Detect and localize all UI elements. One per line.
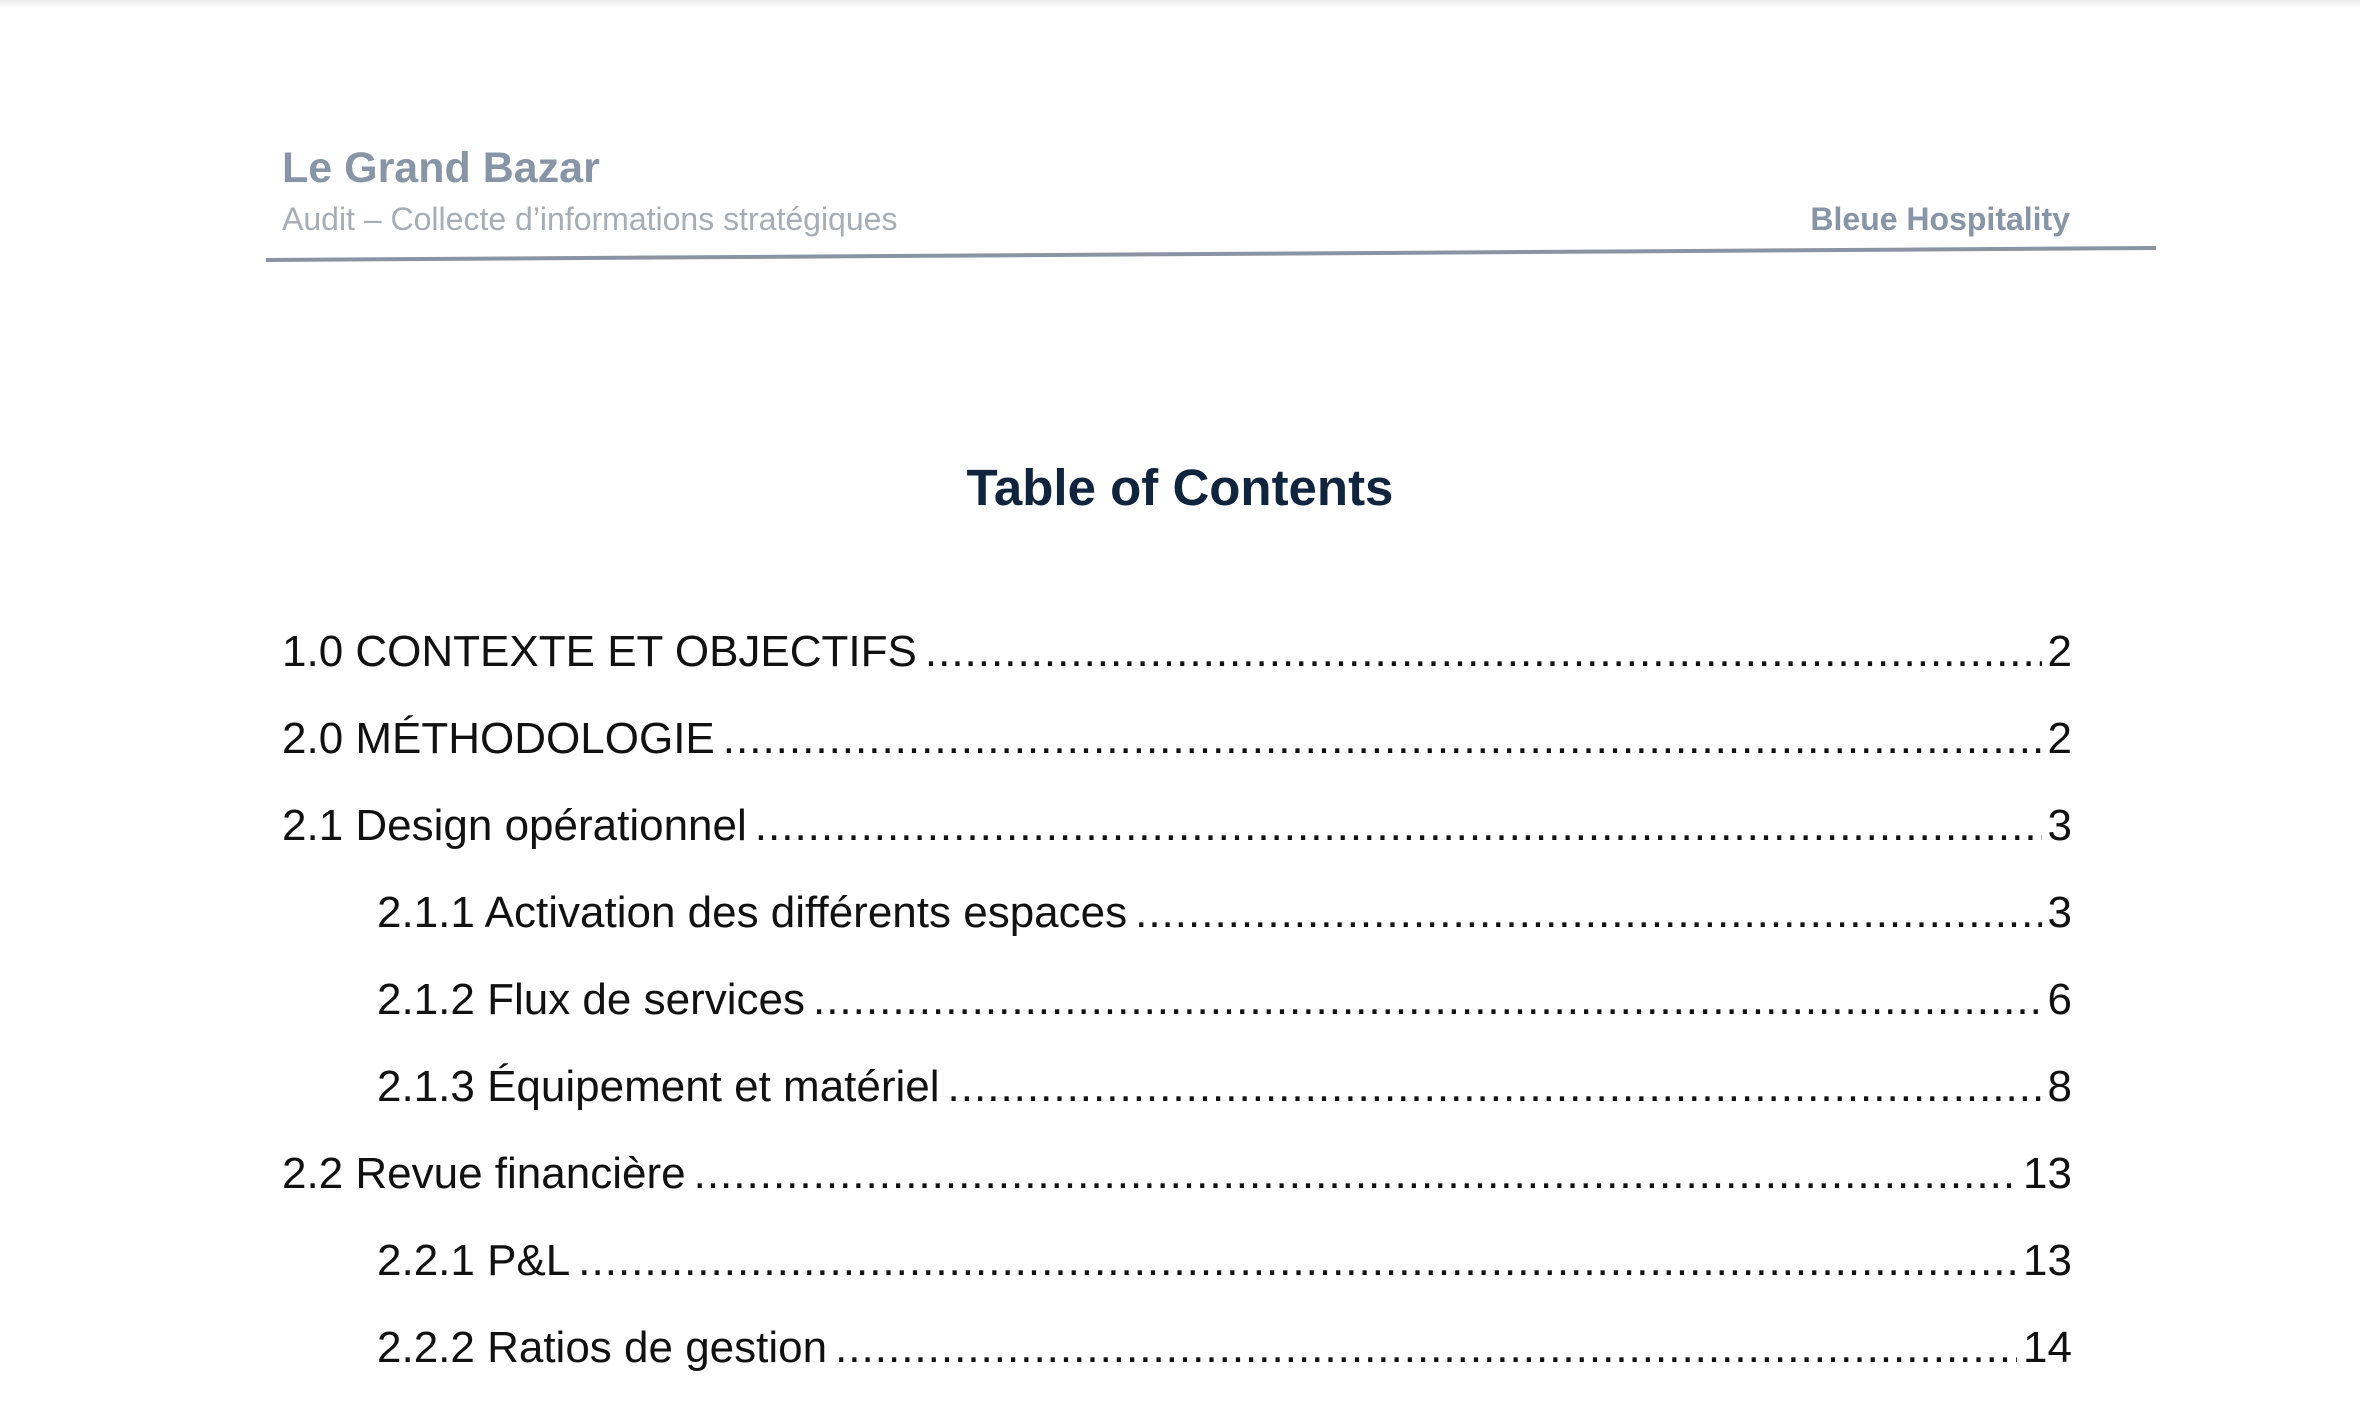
toc-entry-page: 13 [2023, 1149, 2072, 1198]
toc-entry[interactable] [282, 707, 2072, 771]
toc-leader-dots [723, 707, 2042, 771]
toc-entry-label: 2.1 Design opérationnel [282, 801, 747, 850]
toc-entry[interactable] [282, 1142, 2072, 1206]
toc-leader-dots [925, 620, 2042, 684]
toc-entry-label: 2.2.2 Ratios de gestion [377, 1323, 828, 1372]
toc-title: Table of Contents [966, 459, 1394, 516]
toc-entry-label: 2.0 MÉTHODOLOGIE [282, 714, 715, 763]
company-name: Le Grand Bazar [282, 144, 600, 192]
toc-entry[interactable] [377, 1316, 2072, 1380]
toc-entry[interactable] [377, 1229, 2072, 1293]
toc-entry-label: 2.2.1 P&L [377, 1236, 571, 1285]
toc-leader-dots [835, 1316, 2017, 1380]
toc-entry-label: 1.0 CONTEXTE ET OBJECTIFS [282, 627, 917, 676]
toc-entry[interactable] [282, 794, 2072, 858]
header-rule [266, 246, 2156, 262]
toc-entry-label: 2.1.3 Équipement et matériel [377, 1062, 940, 1111]
toc-entry-page: 8 [2047, 1062, 2072, 1111]
toc-entry-label: 2.1.2 Flux de services [377, 975, 805, 1024]
page-header [282, 138, 2070, 260]
toc-entry[interactable] [377, 1055, 2072, 1119]
toc-entry[interactable] [377, 881, 2072, 945]
toc-entry-page: 3 [2047, 888, 2072, 937]
toc-leader-dots [948, 1055, 2042, 1119]
toc-entry-page: 14 [2023, 1323, 2072, 1372]
toc-entry-page: 2 [2047, 627, 2072, 676]
toc-entry-page: 13 [2023, 1236, 2072, 1285]
toc-leader-dots [694, 1142, 2017, 1206]
toc-entry[interactable] [282, 620, 2072, 684]
toc-entry[interactable] [377, 968, 2072, 1032]
toc-leader-dots [755, 794, 2042, 858]
toc-entry-label: 2.1.1 Activation des différents espaces [377, 888, 1128, 937]
toc-leader-dots [1135, 881, 2041, 945]
toc-leader-dots [813, 968, 2042, 1032]
toc-entry-page: 6 [2047, 975, 2072, 1024]
document-subtitle: Audit – Collecte d’informations stratégiques [282, 201, 898, 237]
toc-entry-label: 2.2 Revue financière [282, 1149, 686, 1198]
client-name: Bleue Hospitality [1810, 201, 2070, 237]
toc-entry-page: 3 [2047, 801, 2072, 850]
toc-entry-page: 2 [2047, 714, 2072, 763]
toc-leader-dots [578, 1229, 2017, 1293]
